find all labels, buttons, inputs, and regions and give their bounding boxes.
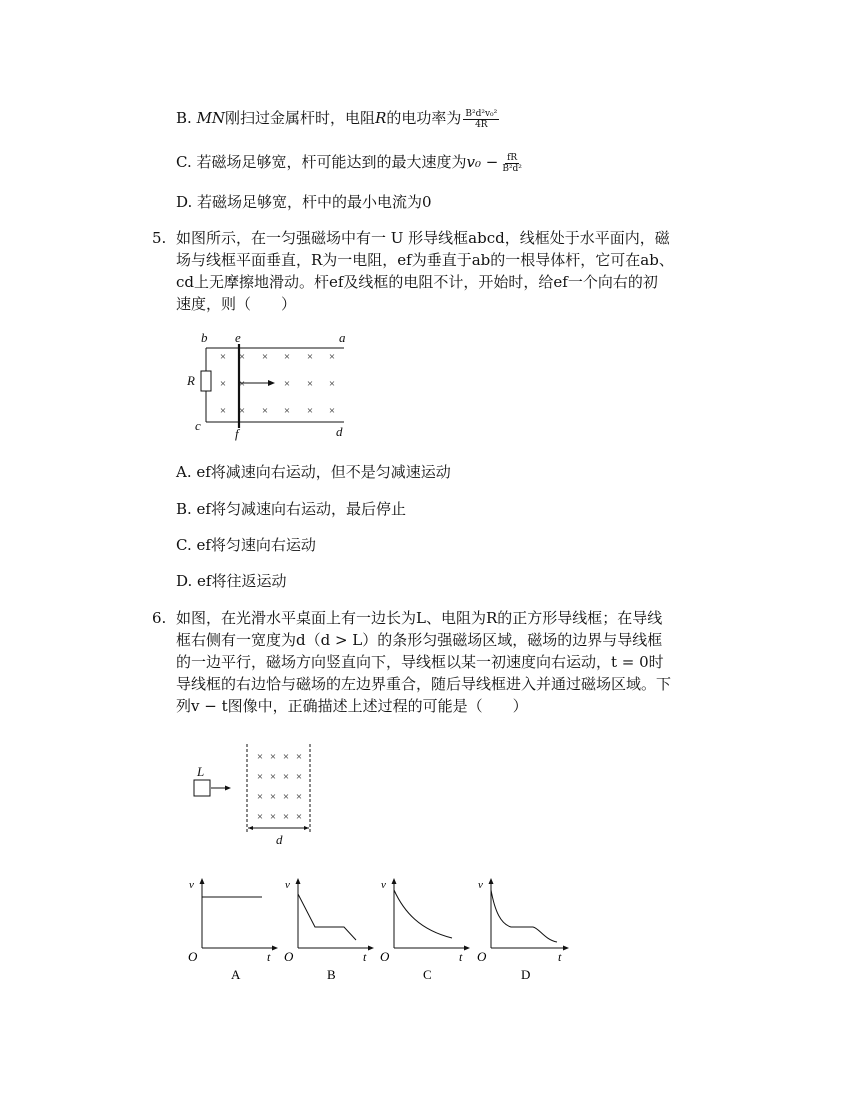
question-5-option-d: D. ef将往返运动 (176, 572, 287, 590)
svg-text:×: × (328, 351, 336, 363)
svg-text:×: × (295, 811, 303, 823)
graph-label: A (231, 967, 241, 982)
svg-text:×: × (283, 378, 291, 390)
question-5-line-1: 如图所示，在一匀强磁场中有一 U 形导线框abcd，线框处于水平面内，磁 (176, 229, 670, 247)
svg-text:×: × (295, 751, 303, 763)
question-6-line-1: 如图，在光滑水平桌面上有一边长为L、电阻为R的正方形导线框；在导线 (176, 609, 663, 627)
label-a: a (339, 330, 346, 345)
graph-b (282, 872, 374, 987)
axis-v-label: v (478, 879, 483, 891)
svg-text:×: × (219, 405, 227, 417)
axis-t-label: t (459, 950, 463, 964)
svg-text:×: × (269, 811, 277, 823)
svg-text:×: × (261, 405, 269, 417)
svg-text:×: × (282, 771, 290, 783)
axis-t-label: t (363, 950, 367, 964)
option-text: 刚扫过金属杆时，电阻 (225, 109, 376, 127)
fraction-power (463, 109, 499, 130)
graph-d (475, 872, 570, 987)
graph-d-curve (491, 890, 557, 942)
svg-text:×: × (256, 791, 264, 803)
axis-v-label: v (189, 879, 194, 891)
origin-label: O (284, 949, 294, 964)
axis-v-label: v (285, 879, 290, 891)
svg-text:×: × (328, 378, 336, 390)
math-r: R (375, 109, 387, 127)
fraction-numerator: fR (507, 152, 518, 163)
graph-label: B (327, 967, 336, 982)
svg-text:×: × (306, 405, 314, 417)
question-6-line-4: 导线框的右边恰与磁场的左边界重合，随后导线框进入并通过磁场区域。下 (176, 675, 672, 693)
question-5-option-a: A. ef将减速向右运动，但不是匀减速运动 (176, 463, 451, 481)
svg-text:×: × (256, 751, 264, 763)
option-prefix: B. (176, 109, 197, 127)
q5-circuit-figure (180, 328, 360, 443)
question-5-option-c: C. ef将匀速向右运动 (176, 536, 316, 554)
graph-b-curve (298, 894, 356, 940)
svg-text:×: × (261, 351, 269, 363)
svg-text:×: × (238, 378, 246, 390)
question-6-line-3: 的一边平行，磁场方向竖直向下，导线框以某一初速度向右运动，t = 0时 (176, 653, 664, 671)
fraction-denominator: 4R (475, 119, 488, 130)
fraction-speed (500, 153, 524, 174)
graph-c-curve (394, 890, 452, 938)
math-mn: MN (196, 109, 226, 127)
question-5-line-4: 速度，则（ ） (176, 295, 297, 313)
option-q4-d: D. 若磁场足够宽，杆中的最小电流为0 (176, 193, 432, 211)
option-text: 的电功率为 (386, 109, 462, 127)
label-l: L (197, 764, 205, 779)
option-text: 若磁场足够宽，杆可能达到的最大速度为 (196, 153, 467, 171)
question-6-number: 6. (152, 609, 167, 627)
svg-text:×: × (269, 791, 277, 803)
origin-label: O (380, 949, 390, 964)
option-prefix: C. (176, 153, 197, 171)
label-d-width: d (276, 832, 283, 847)
graph-label: C (423, 967, 432, 982)
question-5-number: 5. (152, 229, 167, 247)
question-5-line-2: 场与线框平面垂直，R为一电阻，ef为垂直于ab的一根导体杆，它可在ab、 (176, 251, 674, 269)
label-f: f (235, 426, 239, 441)
q6-field-figure (185, 740, 325, 850)
origin-label: O (477, 949, 487, 964)
label-c: c (195, 418, 201, 433)
option-q4-b (176, 108, 501, 130)
svg-text:×: × (238, 405, 246, 417)
question-5-option-b: B. ef将匀减速向右运动，最后停止 (176, 500, 406, 518)
label-b: b (201, 330, 208, 345)
fraction-numerator: B²d²v₀² (465, 108, 498, 119)
svg-text:×: × (295, 791, 303, 803)
origin-label: O (188, 949, 198, 964)
axis-t-label: t (558, 950, 562, 964)
label-r: R (187, 373, 195, 388)
label-d: d (336, 424, 343, 439)
svg-text:×: × (269, 751, 277, 763)
svg-text:×: × (256, 811, 264, 823)
question-6-line-2: 框右侧有一宽度为d（d > L）的条形匀强磁场区域，磁场的边界与导线框 (176, 631, 663, 649)
svg-text:×: × (282, 811, 290, 823)
svg-text:×: × (306, 351, 314, 363)
question-5-line-3: cd上无摩擦地滑动。杆ef及线框的电阻不计，开始时，给ef一个向右的初 (176, 273, 658, 291)
svg-text:×: × (219, 378, 227, 390)
fraction-denominator: B²d² (502, 163, 522, 174)
graph-c (378, 872, 470, 987)
svg-text:×: × (306, 378, 314, 390)
math-v0: v₀ − (466, 153, 499, 171)
svg-text:×: × (238, 351, 246, 363)
label-e: e (235, 330, 241, 345)
axis-t-label: t (267, 950, 271, 964)
option-q4-c (176, 152, 526, 174)
axis-v-label: v (381, 879, 386, 891)
svg-text:×: × (283, 405, 291, 417)
svg-text:×: × (269, 771, 277, 783)
graph-a (186, 872, 278, 987)
svg-text:×: × (219, 351, 227, 363)
svg-text:×: × (256, 771, 264, 783)
svg-text:×: × (282, 751, 290, 763)
graph-label: D (521, 967, 531, 982)
svg-text:×: × (295, 771, 303, 783)
question-6-line-5: 列v − t图像中，正确描述上述过程的可能是（ ） (176, 697, 528, 715)
svg-text:×: × (282, 791, 290, 803)
svg-text:×: × (328, 405, 336, 417)
svg-text:×: × (283, 351, 291, 363)
